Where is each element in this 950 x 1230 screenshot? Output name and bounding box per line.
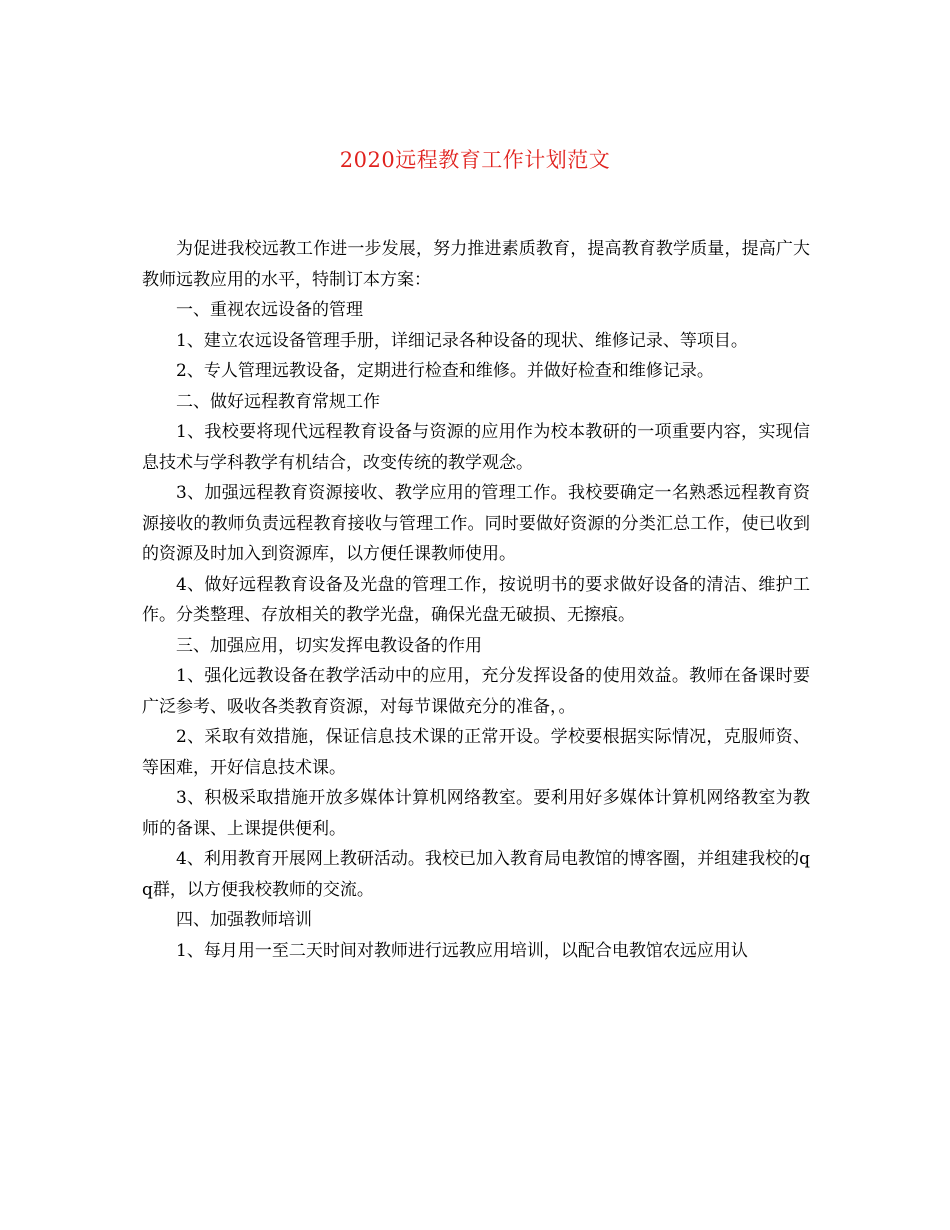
- paragraph: 1、每月用一至二天时间对教师进行远教应用培训，以配合电教馆农远应用认: [176, 940, 748, 961]
- document-body: [142, 234, 810, 966]
- paragraph: 2、采取有效措施，保证信息技术课的正常开设。学校要根据实际情况，克服师资、等困难，开好信息技术课。: [142, 727, 810, 778]
- paragraph: 1、建立农远设备管理手册，详细记录各种设备的现状、维修记录、等项目。: [176, 330, 748, 351]
- paragraph: 为促进我校远教工作进一步发展，努力推进素质教育，提高教育教学质量，提高广大教师远教应用的水平，特制订本方案：: [142, 239, 810, 290]
- document-title: 2020远程教育工作计划范文: [339, 148, 611, 172]
- section-heading: 四、加强教师培训: [176, 910, 312, 930]
- paragraph: 4、利用教育开展网上教研活动。我校已加入教育局电教馆的博客圈，并组建我校的qq群，以方便我校教师的交流。: [142, 849, 810, 900]
- paragraph: 3、加强远程教育资源接收、教学应用的管理工作。我校要确定一名熟悉远程教育资源接收的教师负责远程教育接收与管理工作。同时要做好资源的分类汇总工作，使已收到的资源及时加入到资源库，以方便任课教师使用。: [142, 483, 810, 564]
- paragraph: 1、我校要将现代远程教育设备与资源的应用作为校本教研的一项重要内容，实现信息技术与学科教学有机结合，改变传统的教学观念。: [142, 422, 810, 473]
- paragraph: 1、强化远教设备在教学活动中的应用，充分发挥设备的使用效益。教师在备课时要广泛参考、吸收各类教育资源，对每节课做充分的准备，。: [142, 666, 810, 717]
- section-heading: 三、加强应用，切实发挥电教设备的作用: [176, 635, 482, 656]
- paragraph: 3、积极采取措施开放多媒体计算机网络教室。要利用好多媒体计算机网络教室为教师的备课、上课提供便利。: [142, 788, 810, 839]
- paragraph: 4、做好远程教育设备及光盘的管理工作，按说明书的要求做好设备的清洁、维护工作。分类整理、存放相关的教学光盘，确保光盘无破损、无擦痕。: [142, 574, 810, 625]
- section-heading: 一、重视农远设备的管理: [176, 300, 363, 320]
- section-heading: 二、做好远程教育常规工作: [176, 391, 380, 412]
- paragraph: 2、专人管理远教设备，定期进行检查和维修。并做好检查和维修记录。: [176, 361, 714, 381]
